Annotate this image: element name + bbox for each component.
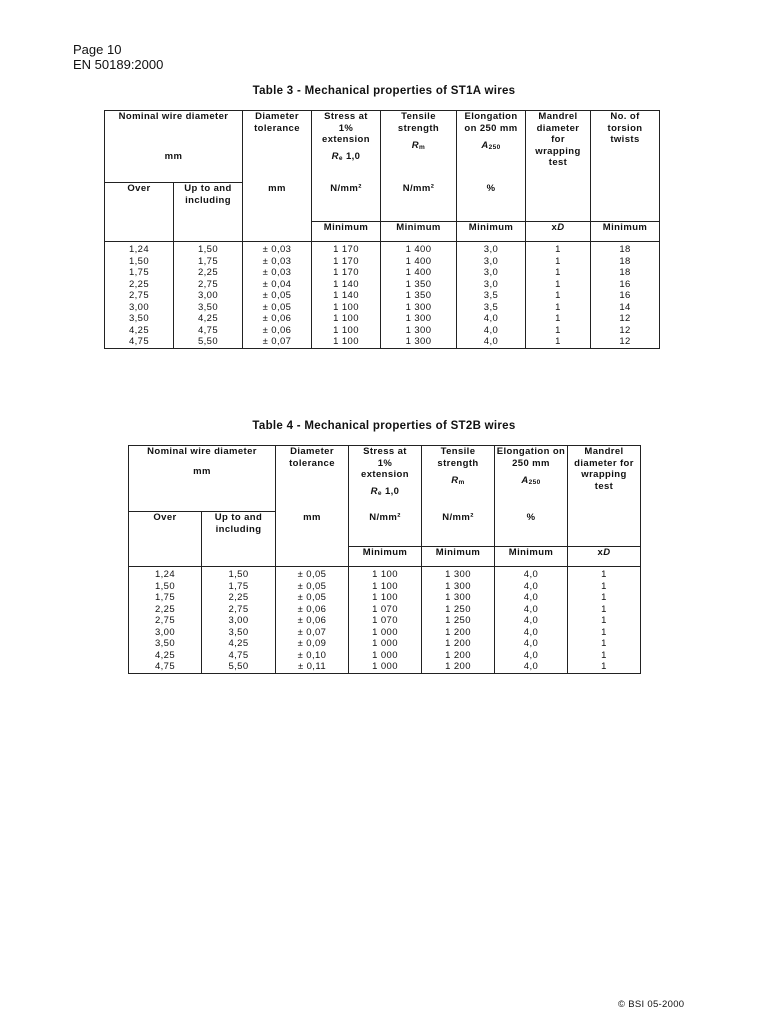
table3-cell-upto: 3,00 (174, 290, 243, 302)
table3-cell-upto: 1,75 (174, 256, 243, 268)
table4-title: Table 4 - Mechanical properties of ST2B wires (252, 420, 516, 432)
table4-cell-elongation: 4,0 (495, 661, 568, 673)
table4-cell-mandrel: 1 (568, 627, 641, 639)
table4-min-stress: Minimum (349, 547, 422, 567)
table3-cell-torsion: 16 (591, 290, 660, 302)
table4-cell-stress: 1 070 (349, 615, 422, 627)
table3-cell-upto: 2,75 (174, 279, 243, 291)
table3-cell-mandrel: 1 (526, 256, 591, 268)
table3-cell-elongation: 3,5 (457, 302, 526, 314)
table4-cell-over: 3,00 (129, 627, 202, 639)
table3-cell-mandrel: 1 (526, 267, 591, 279)
table3-cell-tolerance: ± 0,04 (243, 279, 312, 291)
table3-header-torsion: No. of torsion twists (591, 111, 660, 222)
table4-cell-mandrel: 1 (568, 638, 641, 650)
table4-cell-over: 2,25 (129, 604, 202, 616)
table4-cell-upto: 2,25 (202, 592, 276, 604)
table4-header-mandrel: Mandrel diameter for wrapping test (568, 446, 641, 547)
table4-cell-upto: 3,00 (202, 615, 276, 627)
table3-cell-over: 2,25 (105, 279, 174, 291)
table3-cell-over: 4,25 (105, 325, 174, 337)
table4-cell-upto: 2,75 (202, 604, 276, 616)
table4-cell-tensile: 1 200 (422, 661, 495, 673)
table3-cell-over: 1,75 (105, 267, 174, 279)
table3-cell-stress: 1 140 (312, 279, 381, 291)
table3-cell-stress: 1 170 (312, 256, 381, 268)
table4-units-stress: N/mm² (349, 512, 422, 547)
table3-minimum-row (105, 222, 660, 242)
document-code: EN 50189:2000 (73, 57, 164, 72)
table3-cell-elongation: 3,0 (457, 279, 526, 291)
table4-cell-tensile: 1 200 (422, 627, 495, 639)
table4-cell-over: 4,25 (129, 650, 202, 662)
table-row (129, 567, 641, 581)
table3-cell-upto: 4,25 (174, 313, 243, 325)
table4-cell-upto: 5,50 (202, 661, 276, 673)
table4-min-mandrel: xD (568, 547, 641, 567)
copyright-footer: © BSI 05-2000 (618, 999, 685, 1010)
table-row (129, 627, 641, 639)
table4-header-tensile: Tensile strength Rm (422, 446, 495, 512)
page-number: Page 10 (73, 42, 122, 57)
table3-cell-torsion: 14 (591, 302, 660, 314)
table4-cell-upto: 1,75 (202, 581, 276, 593)
table4-cell-stress: 1 000 (349, 638, 422, 650)
table4-cell-elongation: 4,0 (495, 650, 568, 662)
table3-cell-stress: 1 170 (312, 267, 381, 279)
table3-header-elongation: Elongation on 250 mm A250 (457, 111, 526, 183)
table3-cell-over: 1,24 (105, 242, 174, 256)
table4-cell-tensile: 1 200 (422, 650, 495, 662)
table3-cell-mandrel: 1 (526, 313, 591, 325)
table4-cell-tensile: 1 200 (422, 638, 495, 650)
table4-cell-elongation: 4,0 (495, 604, 568, 616)
table3-cell-tolerance: ± 0,03 (243, 242, 312, 256)
table4-cell-over: 1,75 (129, 592, 202, 604)
table4-cell-elongation: 4,0 (495, 592, 568, 604)
table3-header-nominal: Nominal wire diameter mm (105, 111, 243, 183)
table3-cell-torsion: 18 (591, 256, 660, 268)
table4-cell-elongation: 4,0 (495, 567, 568, 581)
table3-min-torsion: Minimum (591, 222, 660, 242)
table4-cell-over: 1,24 (129, 567, 202, 581)
table-row (105, 302, 660, 314)
table4-cell-elongation: 4,0 (495, 638, 568, 650)
table4-units-over: Over (129, 512, 202, 547)
table4-cell-mandrel: 1 (568, 581, 641, 593)
table4-cell-tensile: 1 250 (422, 604, 495, 616)
table4-cell-tolerance: ± 0,07 (276, 627, 349, 639)
table3-units-stress: N/mm² (312, 183, 381, 222)
table3-header-stress: Stress at 1% extension Re 1,0 (312, 111, 381, 183)
table4-cell-tensile: 1 250 (422, 615, 495, 627)
table3-cell-mandrel: 1 (526, 290, 591, 302)
table4-cell-tolerance: ± 0,06 (276, 615, 349, 627)
table4-units-tolerance: mm (276, 512, 349, 547)
table3-cell-tensile: 1 350 (381, 279, 457, 291)
table-row (105, 279, 660, 291)
table3-min-elongation: Minimum (457, 222, 526, 242)
table3-cell-mandrel: 1 (526, 336, 591, 348)
table4-cell-upto: 4,75 (202, 650, 276, 662)
table3-units-elongation: % (457, 183, 526, 222)
table4-units-elongation: % (495, 512, 568, 547)
table4-cell-over: 3,50 (129, 638, 202, 650)
table3-units-over: Over (105, 183, 174, 222)
table4-minimum-row (129, 547, 641, 567)
table4-cell-mandrel: 1 (568, 661, 641, 673)
table3-cell-stress: 1 170 (312, 242, 381, 256)
table4-header-nominal: Nominal wire diameter mm (129, 446, 276, 512)
table3-header-tensile: Tensile strength Rm (381, 111, 457, 183)
table3-cell-tolerance: ± 0,07 (243, 336, 312, 348)
table3-cell-over: 2,75 (105, 290, 174, 302)
table4-cell-stress: 1 100 (349, 592, 422, 604)
table3-header-mandrel: Mandrel diameter for wrapping test (526, 111, 591, 222)
table4-header-stress: Stress at 1% extension Re 1,0 (349, 446, 422, 512)
table4-cell-over: 4,75 (129, 661, 202, 673)
table-row (105, 290, 660, 302)
table-row (105, 267, 660, 279)
table3-cell-torsion: 12 (591, 336, 660, 348)
table4-cell-tolerance: ± 0,11 (276, 661, 349, 673)
table3-cell-tensile: 1 400 (381, 242, 457, 256)
table3-cell-elongation: 3,5 (457, 290, 526, 302)
table4-cell-upto: 4,25 (202, 638, 276, 650)
table4-cell-tolerance: ± 0,09 (276, 638, 349, 650)
table3-units-tensile: N/mm² (381, 183, 457, 222)
table-row (129, 638, 641, 650)
table3-cell-over: 3,00 (105, 302, 174, 314)
table-row (129, 650, 641, 662)
table-row (129, 661, 641, 673)
table3-cell-over: 1,50 (105, 256, 174, 268)
table4-cell-tolerance: ± 0,05 (276, 592, 349, 604)
table3-min-mandrel: xD (526, 222, 591, 242)
table3-cell-torsion: 16 (591, 279, 660, 291)
table3-cell-tensile: 1 300 (381, 302, 457, 314)
table3-cell-mandrel: 1 (526, 325, 591, 337)
table3-cell-tolerance: ± 0,05 (243, 290, 312, 302)
table4-cell-stress: 1 000 (349, 661, 422, 673)
table4-cell-elongation: 4,0 (495, 581, 568, 593)
table3-cell-torsion: 12 (591, 313, 660, 325)
table4-cell-mandrel: 1 (568, 592, 641, 604)
table3-header-tolerance: Diameter tolerance (243, 111, 312, 183)
table3-cell-upto: 5,50 (174, 336, 243, 348)
table4-cell-tolerance: ± 0,05 (276, 581, 349, 593)
table3-cell-stress: 1 100 (312, 325, 381, 337)
table4-cell-mandrel: 1 (568, 615, 641, 627)
table4-cell-upto: 3,50 (202, 627, 276, 639)
table4-header-tolerance: Diameter tolerance (276, 446, 349, 512)
table4-cell-over: 2,75 (129, 615, 202, 627)
table4-units-tensile: N/mm² (422, 512, 495, 547)
table3-units-tolerance: mm (243, 183, 312, 222)
table3-cell-tolerance: ± 0,06 (243, 325, 312, 337)
table3-cell-tolerance: ± 0,03 (243, 256, 312, 268)
table-row (105, 242, 660, 256)
table3-cell-stress: 1 140 (312, 290, 381, 302)
table4-min-elongation: Minimum (495, 547, 568, 567)
table3-cell-torsion: 18 (591, 242, 660, 256)
table3-cell-mandrel: 1 (526, 279, 591, 291)
table-row (105, 325, 660, 337)
table3-cell-mandrel: 1 (526, 242, 591, 256)
table4-min-tensile: Minimum (422, 547, 495, 567)
table3-min-tensile: Minimum (381, 222, 457, 242)
table3-cell-tensile: 1 300 (381, 336, 457, 348)
table4-cell-mandrel: 1 (568, 650, 641, 662)
table3-cell-upto: 3,50 (174, 302, 243, 314)
table3-cell-tolerance: ± 0,06 (243, 313, 312, 325)
table3-cell-tensile: 1 400 (381, 256, 457, 268)
table-row (129, 615, 641, 627)
table3-cell-tensile: 1 300 (381, 325, 457, 337)
table4-cell-stress: 1 100 (349, 581, 422, 593)
table4-cell-stress: 1 000 (349, 627, 422, 639)
table3-cell-over: 3,50 (105, 313, 174, 325)
table-row (129, 581, 641, 593)
table4-header-elongation: Elongation on 250 mm A250 (495, 446, 568, 512)
table4-header-row (129, 446, 641, 512)
table3-cell-elongation: 4,0 (457, 313, 526, 325)
table4-units-upto: Up to and including (202, 512, 276, 547)
table3-header-row (105, 111, 660, 183)
table3-cell-tensile: 1 300 (381, 313, 457, 325)
table-row (129, 592, 641, 604)
table4-units-row (129, 512, 641, 547)
table4-cell-tensile: 1 300 (422, 567, 495, 581)
table3-cell-tolerance: ± 0,05 (243, 302, 312, 314)
table3-cell-tensile: 1 350 (381, 290, 457, 302)
table-row (105, 336, 660, 348)
table3-cell-elongation: 3,0 (457, 256, 526, 268)
table3-cell-upto: 4,75 (174, 325, 243, 337)
table4-cell-tolerance: ± 0,05 (276, 567, 349, 581)
table3 (104, 110, 660, 349)
table3-cell-elongation: 4,0 (457, 325, 526, 337)
table4-cell-elongation: 4,0 (495, 627, 568, 639)
table3-units-upto: Up to and including (174, 183, 243, 222)
table3-cell-torsion: 12 (591, 325, 660, 337)
table4-cell-upto: 1,50 (202, 567, 276, 581)
table3-cell-tensile: 1 400 (381, 267, 457, 279)
table4-cell-stress: 1 000 (349, 650, 422, 662)
table3-cell-elongation: 3,0 (457, 267, 526, 279)
table3-cell-elongation: 3,0 (457, 242, 526, 256)
table3-cell-stress: 1 100 (312, 336, 381, 348)
table3-title: Table 3 - Mechanical properties of ST1A wires (252, 85, 516, 97)
table3-cell-stress: 1 100 (312, 313, 381, 325)
table4-cell-elongation: 4,0 (495, 615, 568, 627)
table3-cell-mandrel: 1 (526, 302, 591, 314)
table4 (128, 445, 641, 674)
table3-cell-upto: 1,50 (174, 242, 243, 256)
table4-cell-mandrel: 1 (568, 567, 641, 581)
table-row (105, 256, 660, 268)
table4-cell-tolerance: ± 0,06 (276, 604, 349, 616)
table4-cell-tensile: 1 300 (422, 592, 495, 604)
table3-cell-elongation: 4,0 (457, 336, 526, 348)
table3-min-stress: Minimum (312, 222, 381, 242)
table4-cell-stress: 1 100 (349, 567, 422, 581)
table3-cell-torsion: 18 (591, 267, 660, 279)
table4-cell-stress: 1 070 (349, 604, 422, 616)
table4-cell-over: 1,50 (129, 581, 202, 593)
table-row (105, 313, 660, 325)
table-row (129, 604, 641, 616)
table3-cell-upto: 2,25 (174, 267, 243, 279)
table3-cell-tolerance: ± 0,03 (243, 267, 312, 279)
table4-cell-tensile: 1 300 (422, 581, 495, 593)
table3-cell-stress: 1 100 (312, 302, 381, 314)
table3-cell-over: 4,75 (105, 336, 174, 348)
table4-cell-tolerance: ± 0,10 (276, 650, 349, 662)
table4-cell-mandrel: 1 (568, 604, 641, 616)
